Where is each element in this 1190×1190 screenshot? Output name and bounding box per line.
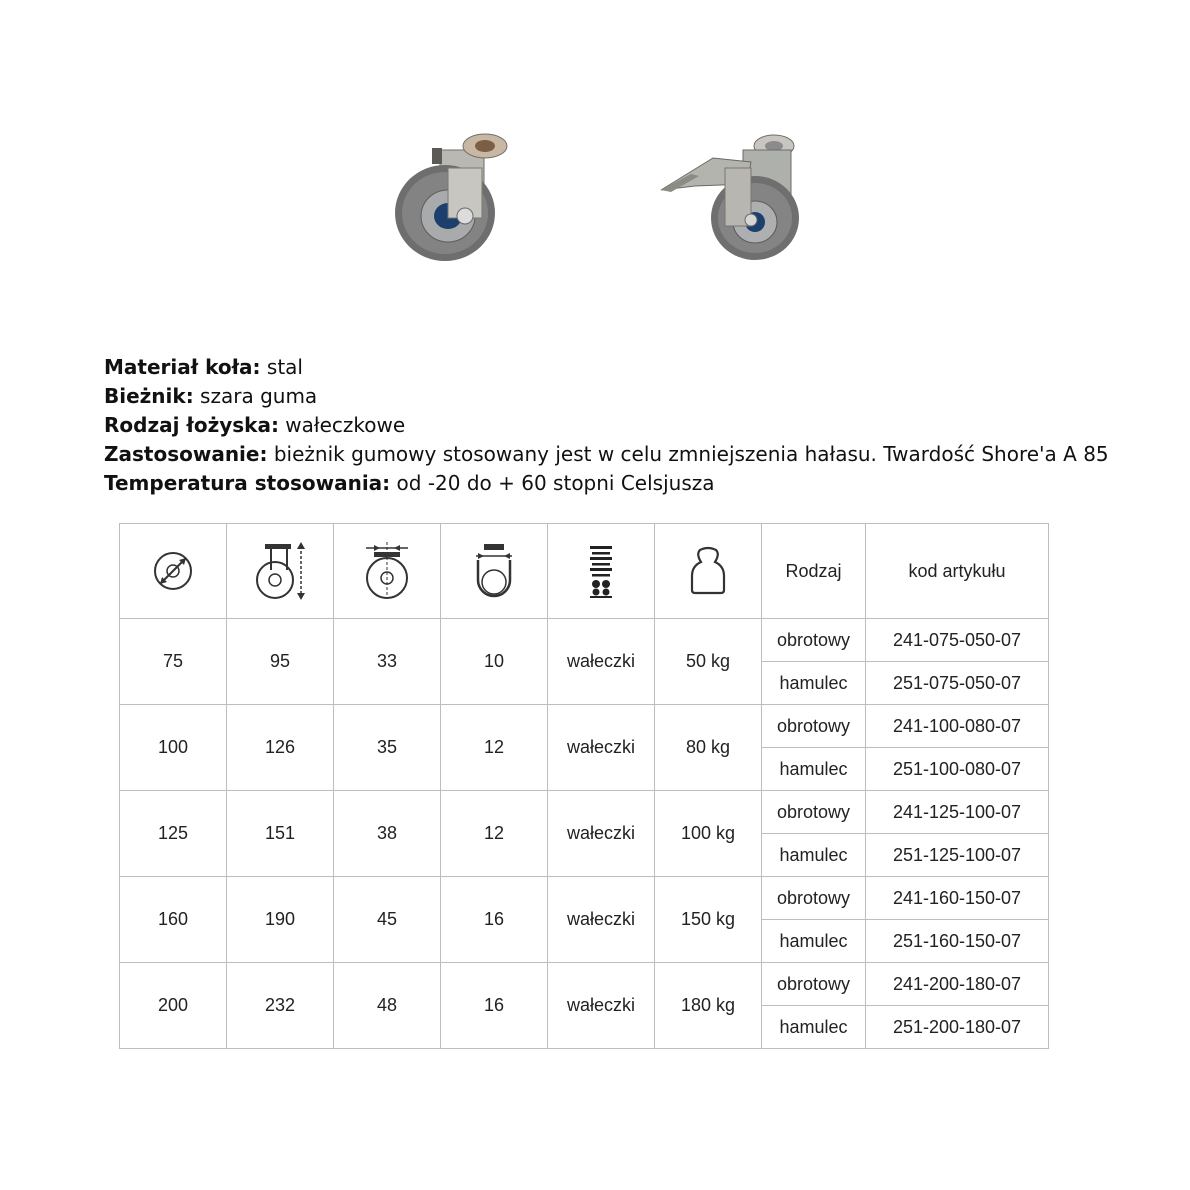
cell-type-swivel: obrotowy xyxy=(762,619,866,662)
cell-height: 190 xyxy=(227,877,334,963)
cell-load: 50 kg xyxy=(655,619,762,705)
cell-type-brake: hamulec xyxy=(762,920,866,963)
cell-load: 100 kg xyxy=(655,791,762,877)
cell-width: 38 xyxy=(334,791,441,877)
cell-code-brake: 251-160-150-07 xyxy=(866,920,1049,963)
cell-type-brake: hamulec xyxy=(762,748,866,791)
cell-hole: 16 xyxy=(441,963,548,1049)
cell-hole: 10 xyxy=(441,619,548,705)
cell-bearing: wałeczki xyxy=(548,705,655,791)
cell-type-swivel: obrotowy xyxy=(762,791,866,834)
cell-hole: 12 xyxy=(441,705,548,791)
caster-brake-image xyxy=(655,128,805,268)
wheel-diameter-icon xyxy=(152,550,194,592)
cell-diameter: 160 xyxy=(120,877,227,963)
header-bearing xyxy=(548,524,655,619)
cell-code-swivel: 241-200-180-07 xyxy=(866,963,1049,1006)
cell-hole: 16 xyxy=(441,877,548,963)
cell-type-brake: hamulec xyxy=(762,1006,866,1049)
header-width xyxy=(334,524,441,619)
cell-code-brake: 251-100-080-07 xyxy=(866,748,1049,791)
table-row xyxy=(120,705,1049,748)
cell-load: 80 kg xyxy=(655,705,762,791)
load-capacity-icon xyxy=(689,546,727,596)
cell-code-swivel: 241-125-100-07 xyxy=(866,791,1049,834)
cell-width: 33 xyxy=(334,619,441,705)
cell-bearing: wałeczki xyxy=(548,619,655,705)
cell-diameter: 200 xyxy=(120,963,227,1049)
caster-swivel-image xyxy=(388,128,518,268)
spec-list xyxy=(104,353,1109,498)
cell-code-swivel: 241-100-080-07 xyxy=(866,705,1049,748)
wheel-width-icon xyxy=(362,540,412,602)
total-height-icon xyxy=(251,540,309,602)
cell-width: 35 xyxy=(334,705,441,791)
table-row xyxy=(120,619,1049,662)
cell-code-swivel: 241-160-150-07 xyxy=(866,877,1049,920)
product-table xyxy=(119,523,1049,1049)
cell-height: 126 xyxy=(227,705,334,791)
cell-type-brake: hamulec xyxy=(762,834,866,877)
cell-diameter: 100 xyxy=(120,705,227,791)
table-row xyxy=(120,963,1049,1006)
product-images xyxy=(0,0,1190,320)
cell-height: 151 xyxy=(227,791,334,877)
cell-type-swivel: obrotowy xyxy=(762,877,866,920)
cell-width: 45 xyxy=(334,877,441,963)
cell-diameter: 125 xyxy=(120,791,227,877)
cell-hole: 12 xyxy=(441,791,548,877)
cell-height: 232 xyxy=(227,963,334,1049)
cell-height: 95 xyxy=(227,619,334,705)
header-height xyxy=(227,524,334,619)
header-code: kod artykułu xyxy=(866,524,1049,619)
cell-type-swivel: obrotowy xyxy=(762,705,866,748)
cell-diameter: 75 xyxy=(120,619,227,705)
header-hole xyxy=(441,524,548,619)
spec-wheel-material: Materiał koła: stal xyxy=(104,355,303,379)
cell-bearing: wałeczki xyxy=(548,963,655,1049)
spec-application: Zastosowanie: bieżnik gumowy stosowany jest w celu zmniejszenia hałasu. Twardość Shore'a A 85 xyxy=(104,442,1109,466)
cell-type-brake: hamulec xyxy=(762,662,866,705)
spec-bearing: Rodzaj łożyska: wałeczkowe xyxy=(104,413,406,437)
header-diameter xyxy=(120,524,227,619)
table-header-row xyxy=(120,524,1049,619)
cell-code-swivel: 241-075-050-07 xyxy=(866,619,1049,662)
cell-load: 180 kg xyxy=(655,963,762,1049)
header-type: Rodzaj xyxy=(762,524,866,619)
cell-bearing: wałeczki xyxy=(548,791,655,877)
cell-load: 150 kg xyxy=(655,877,762,963)
header-load xyxy=(655,524,762,619)
table-row xyxy=(120,877,1049,920)
bearing-type-icon xyxy=(588,544,614,598)
bolt-hole-icon xyxy=(472,540,516,602)
cell-type-swivel: obrotowy xyxy=(762,963,866,1006)
cell-code-brake: 251-075-050-07 xyxy=(866,662,1049,705)
cell-bearing: wałeczki xyxy=(548,877,655,963)
cell-code-brake: 251-125-100-07 xyxy=(866,834,1049,877)
spec-temperature: Temperatura stosowania: od -20 do + 60 stopni Celsjusza xyxy=(104,471,715,495)
cell-code-brake: 251-200-180-07 xyxy=(866,1006,1049,1049)
spec-tread: Bieżnik: szara guma xyxy=(104,384,318,408)
table-row xyxy=(120,791,1049,834)
cell-width: 48 xyxy=(334,963,441,1049)
